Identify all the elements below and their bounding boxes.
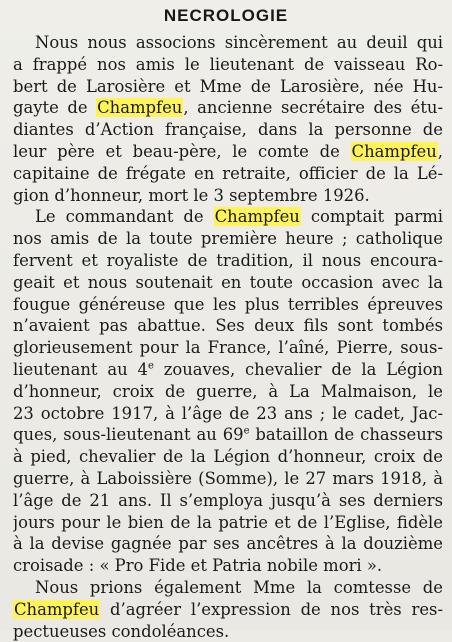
line-text: lieutenant au 4: [13, 359, 148, 379]
line-text: leur père et beau-père, le comte de: [13, 141, 351, 161]
text-line: 23 octobre 1917, à l’âge de 23 ans ; le cadet, Jac-: [13, 403, 443, 423]
text-line: croisade : « Pro Fide et Patria nobile mori ».: [13, 556, 383, 576]
text-line: [13, 206, 443, 228]
article-body: [13, 32, 443, 642]
article-heading: NECROLOGIE: [163, 6, 289, 25]
highlighted-name: Champfeu: [351, 141, 437, 161]
text-line: bert de Larosière et Mme de Larosière, née Hu-: [13, 76, 443, 96]
line-text: ,: [437, 141, 443, 161]
article-paragraph: [13, 577, 443, 642]
line-text: , ancienne secrétaire des étu-: [183, 98, 443, 118]
highlighted-name: Champfeu: [214, 207, 300, 227]
text-line: fervent et royaliste de tradition, il nous encoura-: [13, 250, 443, 270]
text-line: geait et nous soutenait en toute occasion avec la: [13, 272, 443, 292]
text-line: à pied, chevalier de la Légion d’honneur, croix de: [13, 447, 443, 467]
text-line: n’avaient pas abattue. Ses deux fils sont tombés: [13, 316, 443, 336]
line-text: gayte de: [13, 98, 97, 118]
line-text: zouaves, chevalier de la Légion: [153, 359, 443, 379]
text-line: capitaine de frégate en retraite, officier de la Lé-: [13, 163, 443, 183]
highlighted-name: Champfeu: [14, 599, 100, 619]
text-line: Nous nous associons sincèrement au deuil qui: [35, 33, 443, 52]
text-line: diantes d’Action française, dans la personne de: [13, 120, 443, 140]
highlighted-name: Champfeu: [97, 98, 183, 118]
article-paragraph: [13, 32, 443, 206]
line-text: ques, sous-lieutenant au 69: [13, 425, 244, 445]
text-line: a frappé nos amis le lieutenant de vaisseau Ro-: [13, 54, 443, 74]
ordinal-superscript: e: [147, 360, 154, 372]
line-text: bataillon de chasseurs: [249, 425, 443, 445]
line-text: comptait parmi: [300, 207, 443, 227]
line-text: Le commandant de: [35, 207, 214, 227]
text-line: fougue généreuse que les plus terribles épreuves: [13, 294, 443, 314]
text-line: glorieusement pour la France, l’aîné, Pierre, sous-: [13, 338, 443, 358]
text-line: [13, 141, 443, 163]
article-paragraph: [13, 206, 443, 577]
text-line: guerre, à Laboissière (Somme), le 27 mars 1918, à: [13, 468, 443, 488]
text-line: [13, 599, 443, 621]
text-line: jours pour le bien de la patrie et de l’Eglise, fidèle: [13, 512, 443, 532]
text-line: gion d’honneur, mort le 3 septembre 1926.: [13, 185, 370, 205]
text-line: nos amis de la toute première heure ; catholique: [13, 229, 443, 249]
text-line: d’honneur, croix de guerre, à La Malmaison, le: [13, 381, 443, 401]
text-line: à la devise gagnée par ses ancêtres à la douzième: [13, 534, 443, 554]
text-line: pectueuses condoléances.: [13, 621, 230, 641]
text-line: Nous prions également Mme la comtesse de: [35, 577, 443, 597]
text-line: [13, 97, 443, 119]
text-line: [13, 424, 443, 446]
line-text: d’agréer l’expression de nos très res-: [100, 599, 443, 619]
ordinal-superscript: e: [243, 425, 250, 437]
text-line: l’âge de 21 ans. Il s’employa jusqu’à ses derniers: [13, 490, 443, 510]
text-line: [13, 359, 443, 381]
